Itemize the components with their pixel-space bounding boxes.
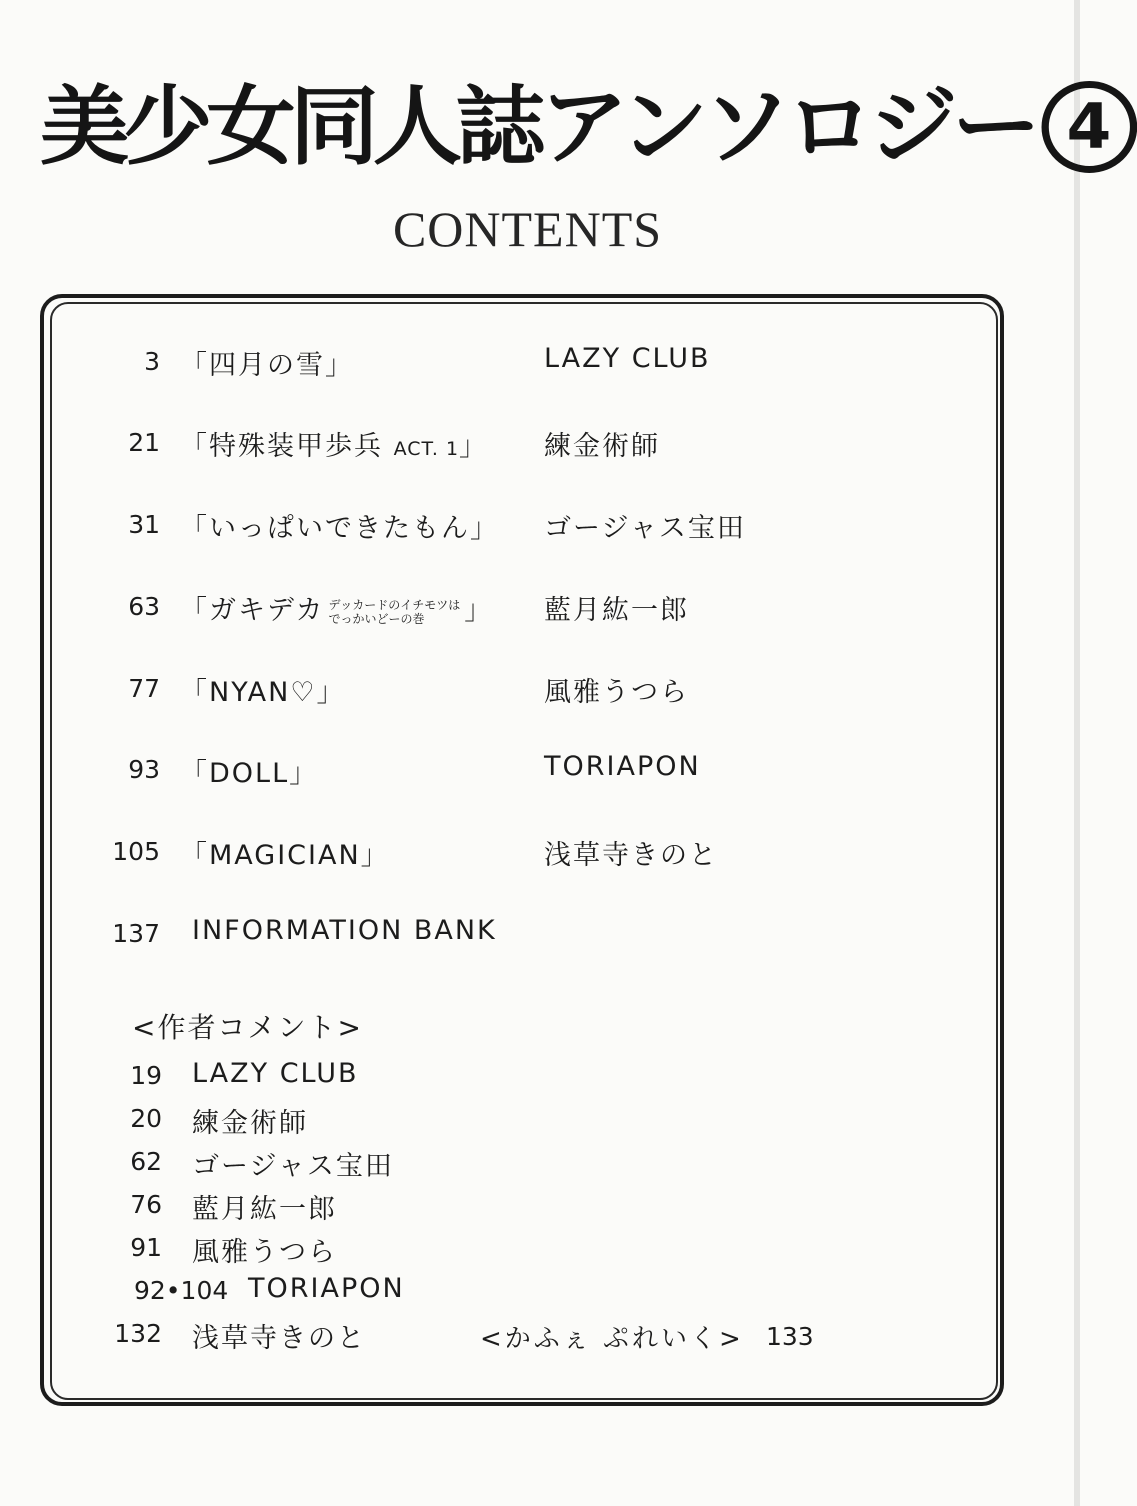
row-author: LAZY CLUB xyxy=(544,343,711,374)
comments-heading: <作者コメント> xyxy=(132,1011,363,1044)
comment-author: 風雅うつら xyxy=(192,1237,337,1268)
comment-row xyxy=(0,1058,1080,1098)
comment-author: 練金術師 xyxy=(192,1108,308,1139)
contents-row xyxy=(0,424,1080,464)
title-number-circle: 4 xyxy=(1041,81,1137,173)
title-text: 美少女同人誌アンソロジー xyxy=(40,77,1035,177)
row-author: 浅草寺きのと xyxy=(544,840,718,871)
comment-row xyxy=(0,1187,1080,1227)
row-title-small: ACT. 1 xyxy=(393,438,460,460)
contents-row xyxy=(0,915,1080,955)
row-author: 藍月紘一郎 xyxy=(544,595,689,626)
comment-page: 92•104 xyxy=(134,1276,229,1305)
row-page: 93 xyxy=(128,755,160,784)
contents-row xyxy=(0,833,1080,873)
row-title: 「いっぱいできたもん」 xyxy=(180,513,499,544)
row-title-note-line2: でっかいどーの巻 xyxy=(328,611,425,626)
row-title-main: 「特殊装甲歩兵 xyxy=(180,431,394,462)
row-page: 3 xyxy=(144,347,160,376)
row-title: 「四月の雪」 xyxy=(180,350,354,381)
contents-row xyxy=(0,343,1080,383)
comment-page: 132 xyxy=(114,1319,162,1348)
row-author: 練金術師 xyxy=(544,431,660,462)
row-page: 31 xyxy=(128,510,160,539)
comment-author: 浅草寺きのと xyxy=(192,1323,366,1354)
comment-author: 藍月紘一郎 xyxy=(192,1194,337,1225)
row-page: 77 xyxy=(128,674,160,703)
row-title: 「NYAN♡」 xyxy=(180,677,346,708)
contents-row xyxy=(0,588,1080,628)
row-title-main: 「ガキデカ xyxy=(180,595,325,626)
comment-page: 76 xyxy=(130,1190,162,1219)
row-page: 63 xyxy=(128,592,160,621)
comment-row xyxy=(0,1230,1080,1270)
row-author: ゴージャス宝田 xyxy=(544,513,746,544)
row-title-end: 」 xyxy=(459,431,489,462)
contents-row xyxy=(0,670,1080,710)
row-title-end: 」 xyxy=(464,595,494,626)
contents-heading: CONTENTS xyxy=(392,201,663,257)
row-title-note xyxy=(328,598,460,626)
cafe-break-page: 133 xyxy=(766,1322,814,1351)
comment-page: 20 xyxy=(130,1104,162,1133)
contents-row xyxy=(0,506,1080,546)
row-page: 21 xyxy=(128,428,160,457)
comment-author: LAZY CLUB xyxy=(192,1058,359,1089)
page-title xyxy=(40,72,1112,182)
comment-author: ゴージャス宝田 xyxy=(192,1151,394,1182)
row-author: TORIAPON xyxy=(544,751,701,782)
comment-author: TORIAPON xyxy=(248,1273,405,1304)
row-author: 風雅うつら xyxy=(544,677,689,708)
comment-page: 91 xyxy=(130,1233,162,1262)
row-title: 「MAGICIAN」 xyxy=(180,840,390,871)
row-title xyxy=(180,588,493,627)
comment-page: 62 xyxy=(130,1147,162,1176)
contents-row xyxy=(0,751,1080,791)
row-title: INFORMATION BANK xyxy=(192,915,497,946)
comment-row xyxy=(0,1101,1080,1141)
comment-row xyxy=(0,1273,1080,1313)
comment-row xyxy=(0,1144,1080,1184)
row-title-note-line1: デッカードのイチモツは xyxy=(328,597,461,612)
row-page: 137 xyxy=(112,919,160,948)
comment-page: 19 xyxy=(130,1061,162,1090)
row-title xyxy=(180,424,488,463)
row-page: 105 xyxy=(112,837,160,866)
cafe-break-label: <かふぇ ぷれいく> xyxy=(480,1324,744,1354)
row-title: 「DOLL」 xyxy=(180,758,319,789)
